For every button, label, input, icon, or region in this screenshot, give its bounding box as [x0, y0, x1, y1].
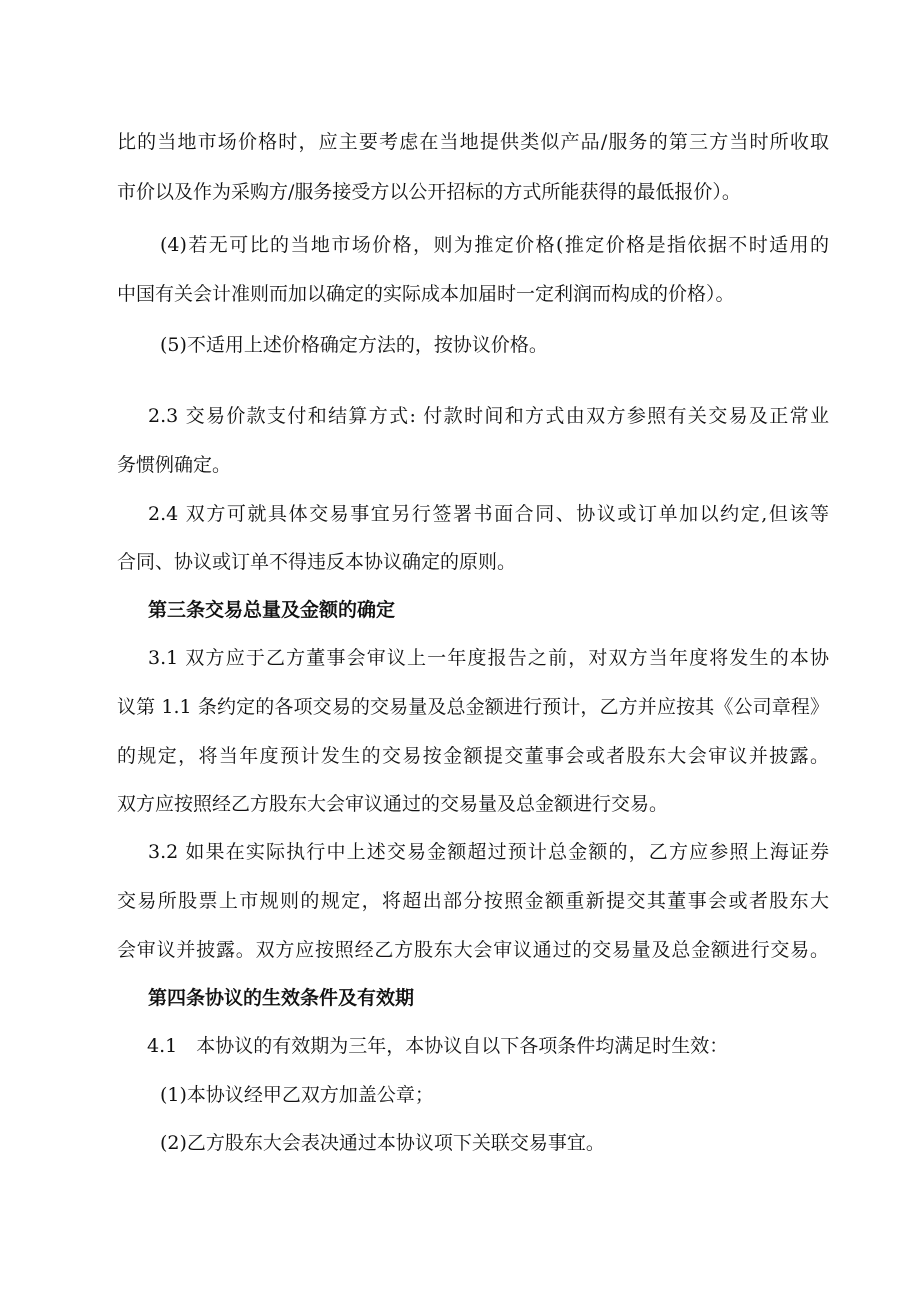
- clause-4-1-line: 4.1 本协议的有效期为三年，本协议自以下各项条件均满足时生效：: [147, 1035, 729, 1057]
- clause-3-1-line: 议第 1.1 条约定的各项交易的交易量及总金额进行预计，乙方并应按其《公司章程》: [117, 696, 829, 718]
- section-heading-article-3: 第三条交易总量及金额的确定: [148, 599, 396, 621]
- paragraph-line: 比的当地市场价格时，应主要考虑在当地提供类似产品/服务的第三方当时所收取: [117, 131, 829, 153]
- clause-3-1-line: 双方应按照经乙方股东大会审议通过的交易量及总金额进行交易。: [117, 793, 669, 815]
- clause-2-3-line: 务惯例确定。: [117, 454, 232, 476]
- paragraph-line: 市价以及作为采购方/服务接受方以公开招标的方式所能获得的最低报价）。: [117, 181, 741, 203]
- clause-2-4-line: 合同、协议或订单不得违反本协议确定的原则。: [117, 551, 517, 573]
- clause-3-2-line: 会审议并披露。双方应按照经乙方股东大会审议通过的交易量及总金额进行交易。: [117, 939, 829, 961]
- clause-3-2-line: 交易所股票上市规则的规定，将超出部分按照金额重新提交其董事会或者股东大: [117, 890, 829, 912]
- paragraph-line: (4)若无可比的当地市场价格，则为推定价格(推定价格是指依据不时适用的: [160, 234, 829, 256]
- clause-2-4-line: 2.4 双方可就具体交易事宜另行签署书面合同、协议或订单加以约定,但该等: [148, 503, 829, 525]
- section-heading-article-4: 第四条协议的生效条件及有效期: [148, 987, 415, 1009]
- paragraph-line: (5)不适用上述价格确定方法的，按协议价格。: [160, 334, 548, 356]
- clause-3-2-line: 3.2 如果在实际执行中上述交易金额超过预计总金额的，乙方应参照上海证券: [148, 841, 829, 863]
- condition-item-1: (1)本协议经甲乙双方加盖公章；: [160, 1084, 434, 1106]
- clause-2-3-line: 2.3 交易价款支付和结算方式: 付款时间和方式由双方参照有关交易及正常业: [148, 405, 829, 427]
- paragraph-line: 中国有关会计准则而加以确定的实际成本加届时一定利润而构成的价格）。: [117, 283, 735, 305]
- clause-3-1-line: 3.1 双方应于乙方董事会审议上一年度报告之前，对双方当年度将发生的本协: [148, 647, 829, 669]
- condition-item-2: (2)乙方股东大会表决通过本协议项下关联交易事宜。: [160, 1132, 605, 1154]
- clause-3-1-line: 的规定，将当年度预计发生的交易按金额提交董事会或者股东大会审议并披露。: [117, 745, 829, 767]
